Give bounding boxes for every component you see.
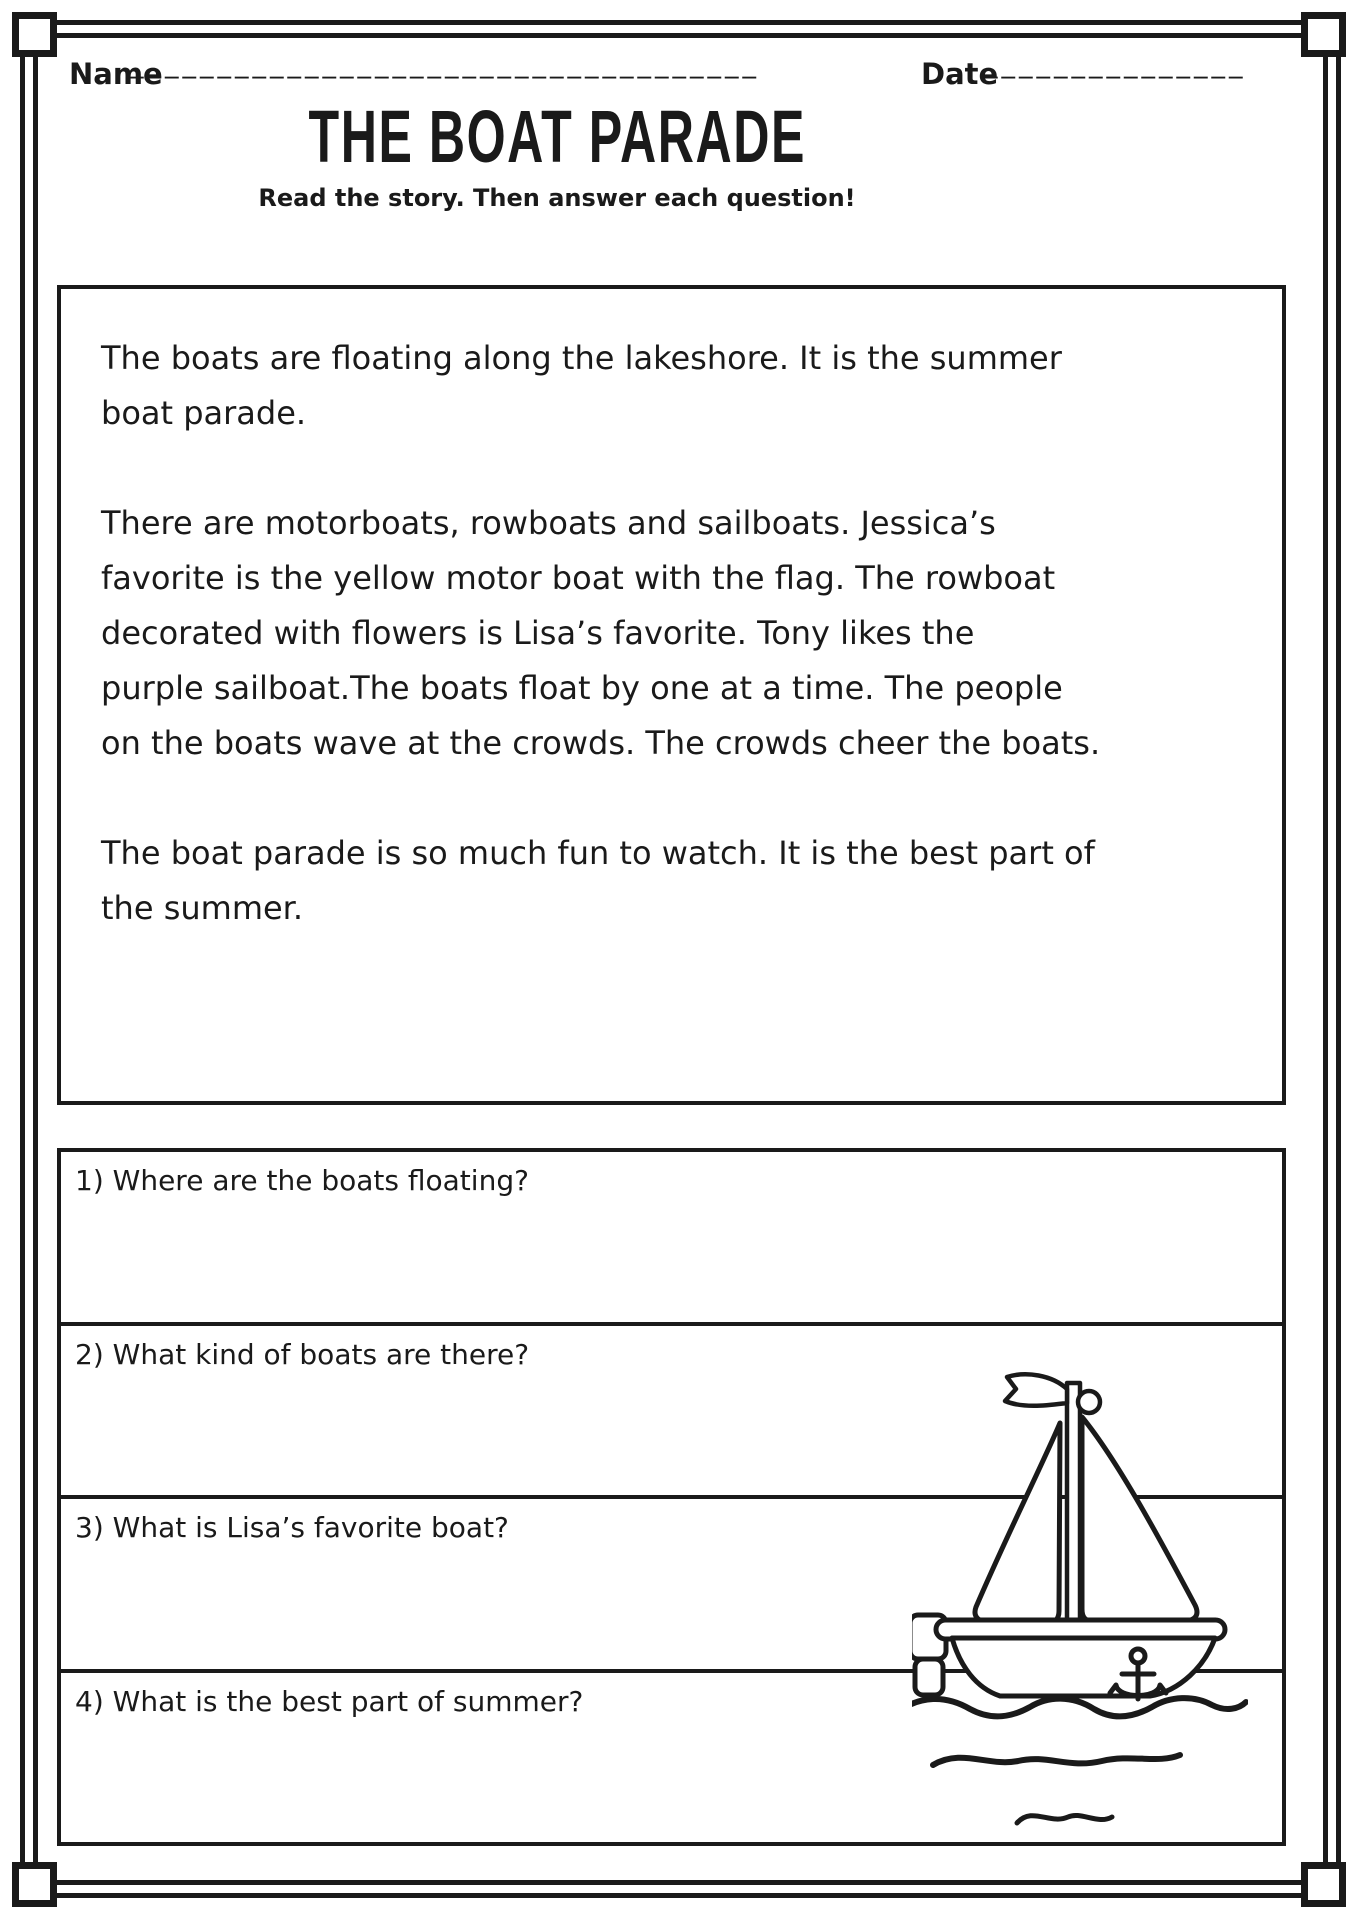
name-label: Name bbox=[69, 57, 163, 91]
water-wave-icon bbox=[933, 1755, 1180, 1765]
story-text bbox=[101, 331, 1252, 936]
question-row-1 bbox=[61, 1152, 1282, 1322]
story-line: on the boats wave at the crowds. The crowds cheer the boats. bbox=[101, 724, 1101, 762]
story-line: decorated with flowers is Lisa’s favorite. Tony likes the bbox=[101, 614, 975, 652]
frame-corner-square-bottom-right bbox=[1301, 1862, 1346, 1907]
story-paragraph-1 bbox=[101, 331, 1252, 441]
story-line: The boats are floating along the lakeshore. It is the summer bbox=[101, 339, 1062, 377]
story-line: There are motorboats, rowboats and sailboats. Jessica’s bbox=[101, 504, 996, 542]
story-line: boat parade. bbox=[101, 394, 307, 432]
frame-corner-square-top-right bbox=[1301, 12, 1346, 57]
story-line: purple sailboat.The boats float by one at a time. The people bbox=[101, 669, 1063, 707]
story-box bbox=[57, 285, 1286, 1105]
right-sail-icon bbox=[1082, 1417, 1197, 1621]
water-wave-icon bbox=[912, 1698, 1246, 1716]
water-wave-icon bbox=[1017, 1815, 1112, 1823]
question-2-label: 2) What kind of boats are there? bbox=[75, 1337, 530, 1371]
flag-icon bbox=[1005, 1374, 1067, 1405]
question-1-label: 1) Where are the boats floating? bbox=[75, 1164, 529, 1197]
story-line: the summer. bbox=[101, 889, 304, 927]
sailboat-illustration bbox=[912, 1365, 1248, 1835]
question-3-label: 3) What is Lisa’s favorite boat? bbox=[75, 1511, 509, 1544]
hull-icon bbox=[952, 1638, 1215, 1696]
story-line: The boat parade is so much fun to watch. It is the best part of bbox=[101, 834, 1095, 872]
date-blank-line: _______________ bbox=[984, 48, 1247, 79]
name-blank-line: ____________________________________ bbox=[130, 48, 760, 79]
frame-corner-square-top-left bbox=[12, 12, 57, 57]
left-sail-icon bbox=[975, 1423, 1060, 1623]
page-title-text: THE BOAT PARADE bbox=[308, 94, 806, 178]
story-paragraph-3 bbox=[101, 826, 1252, 936]
flag-ring-icon bbox=[1078, 1391, 1100, 1413]
date-label: Date bbox=[921, 57, 999, 91]
story-line: favorite is the yellow motor boat with the flag. The rowboat bbox=[101, 559, 1056, 597]
story-paragraph-2 bbox=[101, 496, 1252, 771]
page-subtitle: Read the story. Then answer each question! bbox=[258, 184, 856, 212]
frame-corner-square-bottom-left bbox=[12, 1862, 57, 1907]
page-title bbox=[57, 94, 1057, 178]
question-4-label: 4) What is the best part of summer? bbox=[75, 1684, 584, 1718]
mast-icon bbox=[1067, 1383, 1080, 1633]
